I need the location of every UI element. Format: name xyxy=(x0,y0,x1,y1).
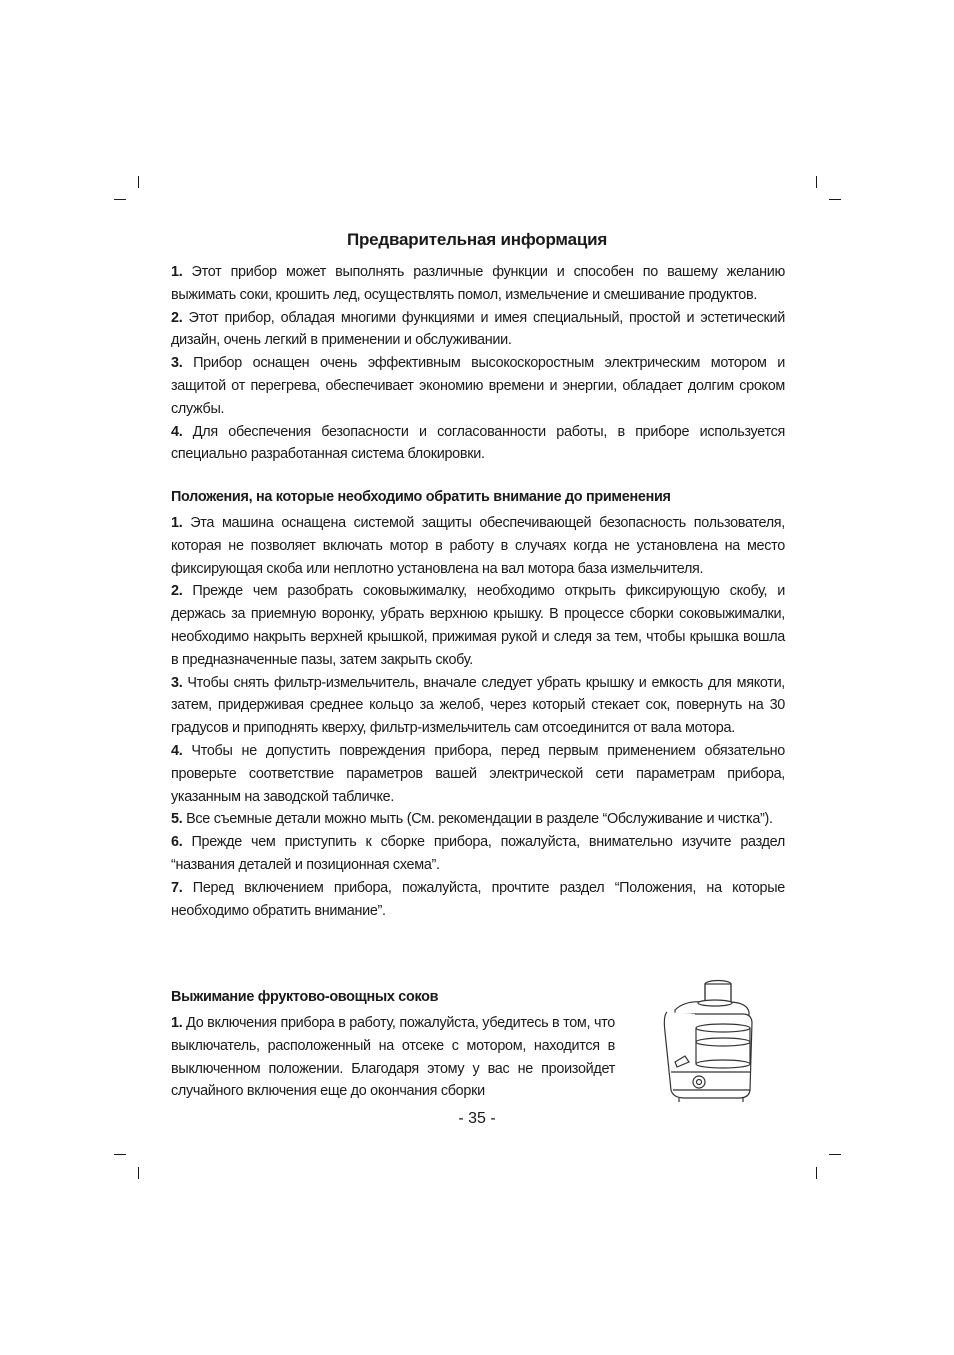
crop-mark-bottom-right-h xyxy=(829,1154,841,1155)
crop-mark-bottom-left-h xyxy=(114,1154,126,1155)
precaution-item: 2. Прежде чем разобрать соковыжималку, необходимо открыть фиксирующую скобу, и держась за приемную воронку, убрать верхнюю крышку. В процессе сборки соковыжималки, необходимо накрыть верхней крышкой, прижимая рукой и следя за тем, чтобы крышка вошла в предназначенные пазы, затем закрыть скобу. xyxy=(171,583,785,668)
crop-mark-top-left-h xyxy=(114,199,126,200)
intro-item: 2. Этот прибор, обладая многими функциями и имея специальный, простой и эстетический дизайн, очень легкий в применении и обслуживании. xyxy=(171,309,785,349)
crop-mark-top-right xyxy=(816,176,817,188)
precaution-item: 4. Чтобы не допустить повреждения прибора, перед первым применением обязательно проверьте соответствие параметров вашей электрической сети параметрам прибора, указанным на заводской табличке. xyxy=(171,742,785,805)
precaution-item: 6. Прежде чем приступить к сборке прибора, пожалуйста, внимательно изучите раздел “названия деталей и позиционная схема”. xyxy=(171,834,785,873)
juicing-section xyxy=(171,1012,615,1103)
page-number: - 35 - xyxy=(458,1110,496,1127)
crop-mark-top-right-h xyxy=(829,199,841,200)
crop-mark-top-left xyxy=(138,176,139,188)
precautions-heading: Положения, на которые необходимо обратить внимание до применения xyxy=(171,489,671,505)
juicer-illustration xyxy=(655,972,763,1106)
juicing-heading: Выжимание фруктово-овощных соков xyxy=(171,989,439,1005)
intro-item: 1. Этот прибор может выполнять различные функции и способен по вашему желанию выжимать соки, крошить лед, осуществлять помол, измельчение и смешивание продуктов. xyxy=(171,264,785,303)
crop-mark-bottom-right xyxy=(816,1167,817,1179)
intro-section xyxy=(171,261,785,466)
intro-item: 4. Для обеспечения безопасности и согласованности работы, в приборе используется специально разработанная система блокировки. xyxy=(171,423,785,463)
precaution-item: 5. Все съемные детали можно мыть (См. рекомендации в разделе “Обслуживание и чистка”). xyxy=(171,811,773,828)
precautions-section xyxy=(171,512,785,922)
intro-item: 3. Прибор оснащен очень эффективным высокоскоростным электрическим мотором и защитой от перегрева, обеспечивает экономию времени и энергии, обладает долгим сроком службы. xyxy=(171,355,785,417)
crop-mark-bottom-left xyxy=(138,1167,139,1179)
juicing-item: 1. До включения прибора в работу, пожалуйста, убедитесь в том, что выключатель, расположенный на отсеке с мотором, находится в выключенном положении. Благодаря этому у вас не произойдет случайного включения еще до окончания сборки xyxy=(171,1015,615,1100)
precaution-item: 7. Перед включением прибора, пожалуйста, прочтите раздел “Положения, на которые необходимо обратить внимание”. xyxy=(171,879,785,919)
precaution-item: 3. Чтобы снять фильтр-измельчитель, вначале следует убрать крышку и емкость для мякоти, затем, придерживая среднее кольцо за желоб, через который стекает сок, повернуть на 30 градусов и приподнять кверху, фильтр-измельчитель сам отсоединится от вала мотора. xyxy=(171,674,785,737)
page-title: Предварительная информация xyxy=(346,230,608,249)
precaution-item: 1. Эта машина оснащена системой защиты обеспечивающей безопасность пользователя, которая не позволяет включать мотор в работу в случаях когда не установлена на место фиксирующая скоба или неплотно установлена на вал мотора база измельчителя. xyxy=(171,515,785,577)
